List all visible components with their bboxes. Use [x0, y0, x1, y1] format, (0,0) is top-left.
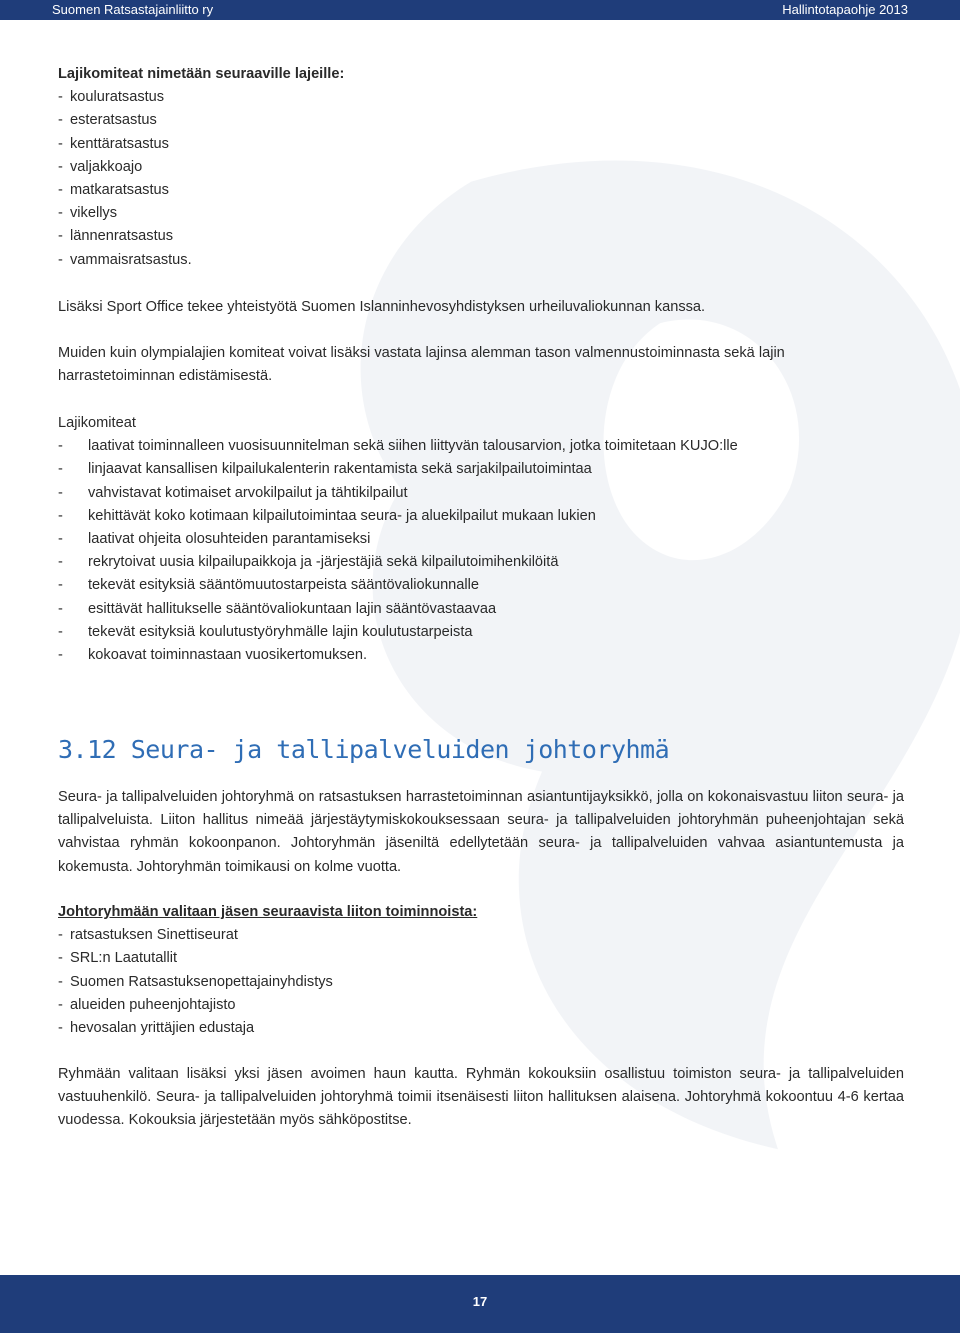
- committees-section: [58, 63, 904, 272]
- list-item: - laativat toiminnalleen vuosisuunnitelman sekä siihen liittyvän talousarvion, jotka toimitetaan KUJO:lle: [58, 435, 904, 458]
- list-item: - rekrytoivat uusia kilpailupaikkoja ja -järjestäjiä sekä kilpailutoimihenkilöitä: [58, 551, 904, 574]
- list-item: - tekevät esityksiä sääntömuutostarpeista sääntövaliokunnalle: [58, 574, 904, 597]
- list-item: - kehittävät koko kotimaan kilpailutoimintaa seura- ja aluekilpailut mukaan lukien: [58, 505, 904, 528]
- committees-list: [58, 86, 904, 272]
- header-doc-title: Hallintotapaohje 2013: [782, 2, 908, 17]
- duties-list: [58, 435, 904, 667]
- page-footer: [0, 1275, 960, 1333]
- header-org-name: Suomen Ratsastajainliitto ry: [52, 2, 214, 17]
- list-item: - hevosalan yrittäjien edustaja: [58, 1017, 904, 1040]
- list-item: - kenttäratsastus: [58, 133, 904, 156]
- list-item: - vahvistavat kotimaiset arvokilpailut ja tähtikilpailut: [58, 482, 904, 505]
- list-item: - Suomen Ratsastuksenopettajainyhdistys: [58, 971, 904, 994]
- other-committees-paragraph: Muiden kuin olympialajien komiteat voivat lisäksi vastata lajinsa alemman tason valmennustoiminnasta sekä lajin harrastetoiminnan edistämisestä.: [58, 345, 785, 385]
- list-item: - linjaavat kansallisen kilpailukalenterin rakentamista sekä sarjakilpailutoimintaa: [58, 458, 904, 481]
- list-item: - tekevät esityksiä koulutustyöryhmälle lajin koulutustarpeista: [58, 621, 904, 644]
- members-section: [58, 901, 904, 1040]
- duties-section: [58, 412, 904, 667]
- members-heading: Johtoryhmään valitaan jäsen seuraavista liiton toiminnoista:: [58, 904, 478, 920]
- list-item: - laativat ohjeita olosuhteiden parantamiseksi: [58, 528, 904, 551]
- list-item: - valjakkoajo: [58, 156, 904, 179]
- list-item: - SRL:n Laatutallit: [58, 947, 904, 970]
- page-header: [0, 0, 960, 20]
- list-item: - vammaisratsastus.: [58, 249, 904, 272]
- list-item: - kokoavat toiminnastaan vuosikertomuksen.: [58, 644, 904, 667]
- sport-office-paragraph: Lisäksi Sport Office tekee yhteistyötä Suomen Islanninhevosyhdistyksen urheiluvaliokunnan kanssa.: [58, 299, 706, 315]
- list-item: - ratsastuksen Sinettiseurat: [58, 924, 904, 947]
- page-number: 17: [472, 1294, 488, 1309]
- list-item: - matkaratsastus: [58, 179, 904, 202]
- members-list: [58, 924, 904, 1040]
- list-item: - lännenratsastus: [58, 225, 904, 248]
- committees-heading: Lajikomiteat nimetään seuraaville lajeille:: [58, 66, 345, 82]
- list-item: - esteratsastus: [58, 109, 904, 132]
- list-item: - vikellys: [58, 202, 904, 225]
- section-closing-paragraph: Ryhmään valitaan lisäksi yksi jäsen avoimen haun kautta. Ryhmän kokouksiin osallistuu toimiston seura- ja tallipalveluiden vastuuhenkilö. Seura- ja tallipalveluiden johtoryhmä toimii itsenäisesti liiton hallituksen alaisena. Johtoryhmä kokoontuu 4-6 kertaa vuodessa. Kokouksia järjestetään myös sähköpostitse.: [58, 1066, 904, 1129]
- section-title: 3.12 Seura- ja tallipalveluiden johtoryhmä: [58, 735, 670, 764]
- list-item: - kouluratsastus: [58, 86, 904, 109]
- duties-heading: Lajikomiteat: [58, 415, 136, 431]
- list-item: - esittävät hallitukselle sääntövaliokuntaan lajin sääntövastaavaa: [58, 598, 904, 621]
- list-item: - alueiden puheenjohtajisto: [58, 994, 904, 1017]
- section-intro-paragraph: Seura- ja tallipalveluiden johtoryhmä on ratsastuksen harrastetoiminnan asiantuntijayksikkö, jolla on kokonaisvastuu liiton seura- ja tallipalveluista. Liiton hallitus nimeää järjestäytymiskokouksessaan seura- ja tallipalveluiden johtoryhmän puheenjohtajan sekä vahvistaa ryhmän kokoonpanon. Johtoryhmän jäseniltä edellytetään seura- ja tallipalveluiden vahvaa asiantuntemusta ja kokemusta. Johtoryhmän toimikausi on kolme vuotta.: [58, 789, 904, 875]
